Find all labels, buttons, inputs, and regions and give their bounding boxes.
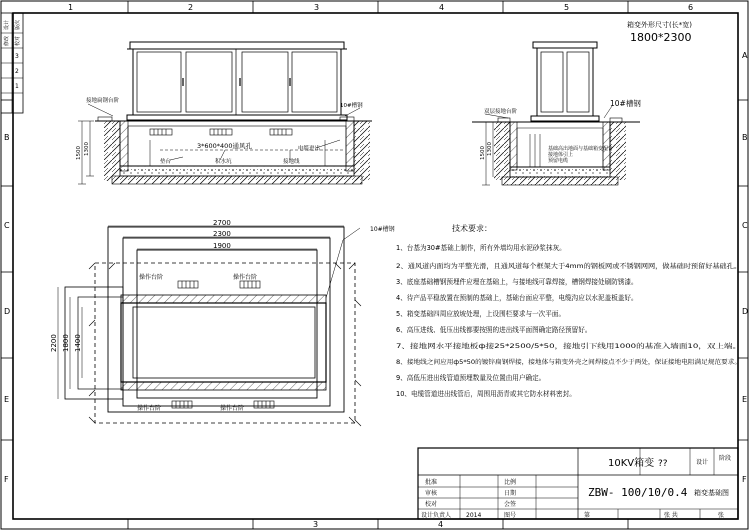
col-label-6: 6 — [688, 3, 694, 12]
row-label-e-right: E — [742, 395, 748, 404]
label-vent-spec: 3*600*400通风孔 — [197, 142, 252, 150]
label-op-plat-2: 操作台阶 — [233, 274, 258, 281]
tb-row4-mid: 2014 — [466, 512, 482, 519]
tb-drawing-title: 箱变基础图 — [694, 489, 729, 497]
col-label-5: 5 — [564, 3, 570, 12]
label-pad-platform: 垫台 — [160, 159, 172, 165]
revision-strip — [1, 13, 23, 113]
row-label-f-right: F — [742, 475, 747, 484]
label-pipe: 积水坑 — [215, 159, 232, 165]
tb-sheet-label: 第 — [584, 512, 591, 519]
note-2: 2、通风道内面均为平整光滑，且通风道每个框架大于4mm的钢板网或不锈钢网网，做基础时预留好基础孔。 — [396, 262, 705, 270]
dim-2700: 2700 — [213, 219, 231, 227]
strip-label-design: 设计 — [4, 19, 10, 30]
tb-row2-left: 审核 — [425, 490, 438, 497]
note-9: 9、高低压进出线管道预埋数量及位置由用户确定。 — [396, 374, 546, 382]
note-4: 4、待产品平稳放置在预制的基础上，基础台面应平整，电缆沟应以水泥盖板盖好。 — [396, 294, 638, 302]
note-3: 3、底座基础槽钢预埋件应埋在基础上，与接地线可靠焊接，槽钢焊接处刷防锈漆。 — [396, 278, 638, 286]
label-base-note-1: 接地体引上 — [548, 152, 574, 158]
dim-1400: 1400 — [74, 334, 82, 352]
label-ladder-plate-right: 双层接地台阶 — [484, 109, 518, 115]
label-cable-in-out: 电缆进出 — [298, 146, 321, 152]
strip-label-version: 版次 — [15, 19, 21, 30]
tb-type-code: ?? — [658, 459, 668, 469]
label-foundation-note: 基础高出地面与基础箱变配合 — [548, 146, 614, 152]
note-1: 1、台基为30#基础上制作，所有外墙均用水泥砂浆抹灰。 — [396, 244, 566, 252]
row-label-c: C — [4, 221, 10, 230]
note-6: 6、高压进线、低压出线都要按照的进出线平面图确定路径预留好。 — [396, 326, 592, 334]
row-label-f: F — [4, 475, 9, 484]
size-header: 箱变外形尺寸(长*宽) — [627, 21, 692, 29]
tb-stage: 阶段 — [719, 455, 732, 462]
dim-1300-front: 1300 — [84, 142, 90, 156]
tb-row3-left: 校对 — [425, 501, 438, 508]
tb-sheet-tail: 张 — [718, 512, 725, 519]
label-ladder-plate: 接地扁钢台阶 — [86, 98, 120, 104]
tb-row1-right: 比例 — [504, 479, 517, 486]
tb-design: 设计 — [696, 459, 709, 466]
tb-row4-right: 图号 — [504, 512, 517, 519]
col-label-3-bottom: 3 — [313, 520, 319, 529]
tb-row3-right: 会签 — [504, 501, 517, 508]
label-channel-steel-plan: 10#槽钢 — [370, 226, 395, 233]
row-label-b: B — [4, 133, 10, 142]
dim-1300-side: 1300 — [487, 142, 493, 156]
label-op-plat-1: 操作台阶 — [139, 274, 164, 281]
col-label-3: 3 — [314, 3, 320, 12]
note-5: 5、箱变基础四周应放坡处理，上设围栏要求与一次平面。 — [396, 310, 566, 318]
strip-label-check: 校对 — [15, 35, 21, 46]
size-value: 1800*2300 — [630, 31, 692, 44]
tb-row4-left: 设计负责人 — [421, 512, 452, 519]
dim-1500-side: 1500 — [480, 146, 486, 160]
col-label-1: 1 — [68, 3, 74, 12]
note-8: 8、接地线之间应用ф5*50的镀锌扁钢焊接，接地体与箱变外壳之间焊接点不少于两处，保证接地电阻满足规范要求。 — [396, 359, 718, 366]
col-label-4: 4 — [439, 3, 445, 12]
strip-rev-3: 3 — [15, 53, 19, 60]
dim-1800: 1800 — [62, 334, 70, 352]
tb-sheet-of: 张 共 — [664, 512, 678, 519]
row-label-b-right: B — [742, 133, 748, 142]
tb-row1-left: 批准 — [425, 479, 438, 486]
col-label-2: 2 — [188, 3, 194, 12]
row-label-c-right: C — [742, 221, 748, 230]
label-ground-box: 接地线 — [283, 159, 300, 165]
row-label-d-right: D — [742, 307, 749, 316]
strip-label-modify: 修改 — [4, 35, 10, 46]
title-block — [418, 448, 738, 519]
row-label-e: E — [4, 395, 10, 404]
label-base-note-2: 预留电缆 — [548, 158, 569, 164]
dim-2300: 2300 — [213, 230, 231, 238]
strip-rev-2: 2 — [15, 68, 19, 75]
strip-rev-1: 1 — [15, 83, 19, 90]
row-label-a: A — [742, 51, 748, 60]
plan-view — [58, 226, 361, 426]
tb-drawing-no: ZBW- 100/10/0.4 — [588, 486, 688, 499]
tb-row2-right: 日期 — [504, 490, 517, 497]
technical-notes — [396, 223, 741, 399]
label-channel-steel-right: 10#槽钢 — [610, 99, 641, 108]
row-label-d: D — [4, 307, 11, 316]
label-op-plat-4: 操作台阶 — [220, 405, 245, 412]
note-10: 10、电缆管道进出线管后，周围用沥青或其它防水材料密封。 — [396, 390, 576, 398]
notes-heading: 技术要求： — [452, 224, 492, 233]
col-label-4-bottom: 4 — [438, 520, 444, 529]
dim-2200: 2200 — [50, 334, 58, 352]
dim-1900: 1900 — [213, 242, 231, 250]
dim-1500-front: 1500 — [76, 146, 82, 160]
label-channel-steel-front: 10#槽钢 — [340, 103, 363, 109]
tb-project: 10KV箱变 — [608, 458, 655, 469]
note-7: 7、接地网水平接地板ф接25*2500/5*50，接地引下线用1000的基准入墙面10，双上端。 — [396, 342, 654, 350]
label-op-plat-3: 操作台阶 — [137, 405, 162, 412]
